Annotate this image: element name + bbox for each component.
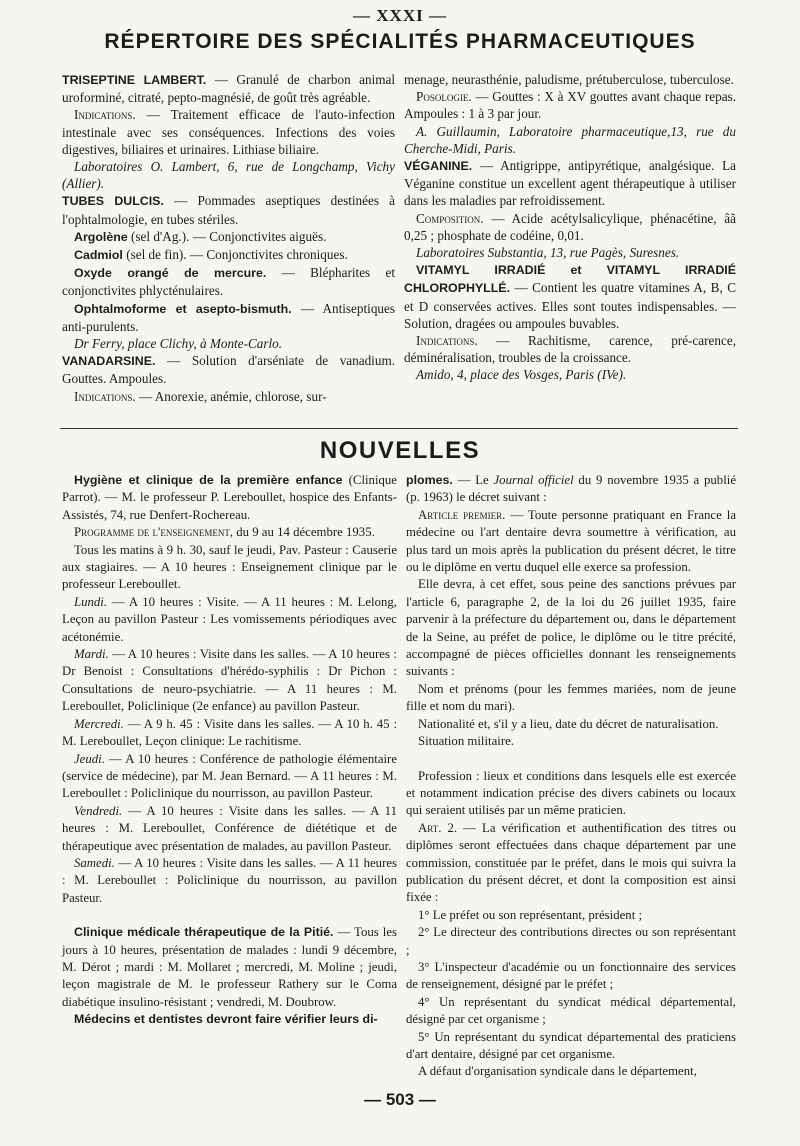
entry-vitamyl: VITAMYL IRRADIÉ et VITAMYL IRRADIÉ CHLOROPHYLLÉ. — Contient les quatre vitamines A, B, C et D conservées actives. Elles sont toutes indispensables. — Solution, dragées ou ampoules buvables. <box>404 263 736 331</box>
commission-item: 4° Un représentant du syndicat médical départemental, désigné par cet organisme ; <box>406 994 736 1027</box>
spacer <box>406 751 736 768</box>
page-number: — 503 — <box>364 1090 436 1109</box>
entry-triseptine: TRISEPTINE LAMBERT. — Granulé de charbon animal uroforminé, citraté, pepto-magnésié, de goût très agréable. <box>62 72 396 106</box>
tous-les-matins: Tous les matins à 9 h. 30, sauf le jeudi, Pav. Pasteur : Causerie aux stagiaires. — A 10 heures : Enseignement clinique par le professeur Lereboullet. <box>62 542 397 592</box>
entry-ophtalmoforme: Ophtalmoforme et asepto-bismuth. — Antiseptiques anti-purulents. <box>62 300 396 334</box>
product-name: TUBES DULCIS. <box>62 194 164 209</box>
repertoire-title: RÉPERTOIRE DES SPÉCIALITÉS PHARMACEUTIQUES <box>104 30 696 53</box>
spacer <box>62 907 397 924</box>
decree-article-1: Article premier. — Toute personne pratiquant en France la médecine ou l'art dentaire devra soumettre à vérification, au plus tard un mois après la publication du présent décret, le titre ou le diplôme en vertu duquel elle exerce sa profession. <box>406 507 736 575</box>
entry-posologie: Posologie. — Gouttes : X à XV gouttes avant chaque repas. Ampoules : 1 à 3 par jour. <box>404 89 736 122</box>
day-samedi: Samedi. — A 10 heures : Visite dans les salles. — A 11 heures : M. Lereboullet : Policlinique du nourrisson, au pavillon Pasteur. <box>62 855 397 905</box>
article-pitie: Clinique médicale thérapeutique de la Pitié. — Tous les jours à 10 heures, présentation de malades : lundi 9 décembre, M. Dérot ; mardi : M. Mollaret ; mercredi, M. Moline ; jeudi, leçon magistrale de M. le professeur Rathery sur le Coma diabétique insulino-résistant ; vendredi, M. Doubrow. <box>62 925 397 1009</box>
laboratory-line: Laboratoires O. Lambert, 6, rue de Longchamp, Vichy (Allier). <box>62 159 395 192</box>
entry-veganine: VÉGANINE. — Antigrippe, antipyrétique, analgésique. La Véganine constitue un excellent agent thérapeutique à utiliser dans les maladies par refroidissement. <box>404 158 736 209</box>
day-vendredi: Vendredi. — A 10 heures : Visite dans les salles. — A 11 heures : M. Lereboullet, Conférence de diététique et de thérapeutique avec présentation de malades, au pavillon Pasteur. <box>62 803 397 853</box>
section-divider <box>60 428 738 429</box>
programme-line: Programme de l'enseignement, du 9 au 14 décembre 1935. <box>74 525 375 540</box>
product-name: TRISEPTINE LAMBERT. <box>62 73 207 87</box>
nouvelles-left-column <box>62 472 397 1029</box>
commission-item: 2° Le directeur des contributions directes ou son représentant ; <box>406 925 736 957</box>
decree-article-2: Art. 2. — La vérification et authentification des titres ou diplômes seront effectuées dans chaque département par une commission, constituée par le préfet, dans le mois qui suivra la publication du présent décret, et dont la composition est ainsi fixée : <box>406 820 736 905</box>
entry-tubes-dulcis: TUBES DULCIS. — Pommades aseptiques destinées à l'ophtalmologie, en tubes stériles. <box>62 193 395 227</box>
laboratory-line: Laboratoires Substantia, 13, rue Pagès, Suresnes. <box>416 245 680 261</box>
day-lundi: Lundi. — A 10 heures : Visite. — A 11 heures : M. Lelong, Leçon au pavillon Pasteur : Les vomissements périodiques avec acétonémie. <box>62 594 397 644</box>
entry-cadmiol: Cadmiol (sel de fin). — Conjonctivites chroniques. <box>74 247 348 263</box>
entry-indications: Indications. — Rachitisme, carence, pré-carence, déminéralisation, troubles de la croissance. <box>404 333 736 366</box>
decree-paragraph: A défaut d'organisation syndicale dans le département, <box>418 1064 697 1079</box>
product-name: VÉGANINE. <box>404 159 473 174</box>
article-plomes: plomes. — Le Journal officiel du 9 novembre 1935 a publié (p. 1963) le décret suivant : <box>406 473 736 505</box>
entry-oxyde: Oxyde orangé de mercure. — Blépharites et conjonctivites phlycténulaires. <box>62 265 396 299</box>
article-hygiene: Hygiène et clinique de la première enfance (Clinique Parrot). — M. le professeur P. Lereboullet, hospice des Enfants-Assistés, 74, rue Denfert-Rochereau. <box>62 473 397 522</box>
day-mercredi: Mercredi. — A 9 h. 45 : Visite dans les salles. — A 10 h. 45 : M. Lereboullet, Leçon clinique: Le rachitisme. <box>62 716 397 749</box>
decree-item: Nationalité et, s'il y a lieu, date du décret de naturalisation. <box>418 716 719 731</box>
article-medecins-title: Médecins et dentistes devront faire vérifier leurs di- <box>74 1012 378 1027</box>
entry-indications: Indications. — Anorexie, anémie, chlorose, sur- <box>74 388 327 404</box>
laboratory-line: Amido, 4, place des Vosges, Paris (IVe). <box>416 367 627 383</box>
product-name: VANADARSINE. <box>62 354 156 369</box>
decree-paragraph: Elle devra, à cet effet, sous peine des sanctions prévues par l'article 6, paragraphe 2, de la loi du 26 juillet 1935, faire parvenir à la préfecture du département ou, dans le département de la Seine, au préfet de police, le diplôme ou le titre précité, accompagné de pièces officielles donnant les renseignements suivants : <box>406 577 736 679</box>
decree-item: Profession : lieux et conditions dans lesquels elle est exercée et notamment indication précise des divers cabinets ou locaux qui seraient utilisés par un même praticien. <box>406 768 736 818</box>
product-name: VITAMYL IRRADIÉ et VITAMYL IRRADIÉ CHLOROPHYLLÉ. <box>404 263 736 296</box>
nouvelles-title: NOUVELLES <box>319 437 481 464</box>
repertoire-left-column <box>62 71 395 405</box>
page-roman-numeral: — XXXI — <box>353 6 447 25</box>
continuation-text: menage, neurasthénie, paludisme, prétuberculose, tuberculose. <box>404 72 734 87</box>
nouvelles-right-column <box>406 472 736 1081</box>
day-mardi: Mardi. — A 10 heures : Visite dans les salles. — A 10 heures : Dr Benoist : Consultations d'hérédo-syphilis : Dr Pichon : Consultations de neuro-psychiatrie. — A 11 heures : M. Lereboullet, Policlinique (2e enfance) au pavillon Pasteur. <box>62 647 397 714</box>
day-jeudi: Jeudi. — A 10 heures : Conférence de pathologie élémentaire (service de médecine), par M. Jean Bernard. — A 11 heures : M. Lereboullet : Policlinique du nourrisson, au pavillon Pasteur. <box>62 751 397 801</box>
laboratory-line: Dr Ferry, place Clichy, à Monte-Carlo. <box>74 336 283 352</box>
entry-composition: Composition. — Acide acétylsalicylique, phénacétine, âã 0,25 ; phosphate de codéine, 0,01. <box>404 210 736 243</box>
entry-indications: Indications. — Traitement efficace de l'auto-infection intestinale avec ses conséquences. Infections des voies digestives, biliaires et urinaires. Lithiase biliaire. <box>62 107 395 157</box>
decree-item: Nom et prénoms (pour les femmes mariées, nom de jeune fille et nom du mari). <box>406 681 736 714</box>
commission-item: 5° Un représentant du syndicat départemental des praticiens d'art dentaire, désigné par cet organisme. <box>406 1029 736 1061</box>
entry-argolene: Argolène (sel d'Ag.). — Conjonctivites aiguës. <box>74 228 327 244</box>
commission-item: 1° Le préfet ou son représentant, président ; <box>418 907 643 922</box>
entry-vanadarsine: VANADARSINE. — Solution d'arséniate de vanadium. Gouttes. Ampoules. <box>62 353 395 387</box>
repertoire-right-column <box>404 71 736 384</box>
laboratory-line: A. Guillaumin, Laboratoire pharmaceutique,13, rue du Cherche-Midi, Paris. <box>404 123 736 156</box>
decree-item: Situation militaire. <box>418 734 514 749</box>
commission-item: 3° L'inspecteur d'académie ou un fonctionnaire des services de renseignement, désigné par le préfet ; <box>406 959 736 992</box>
